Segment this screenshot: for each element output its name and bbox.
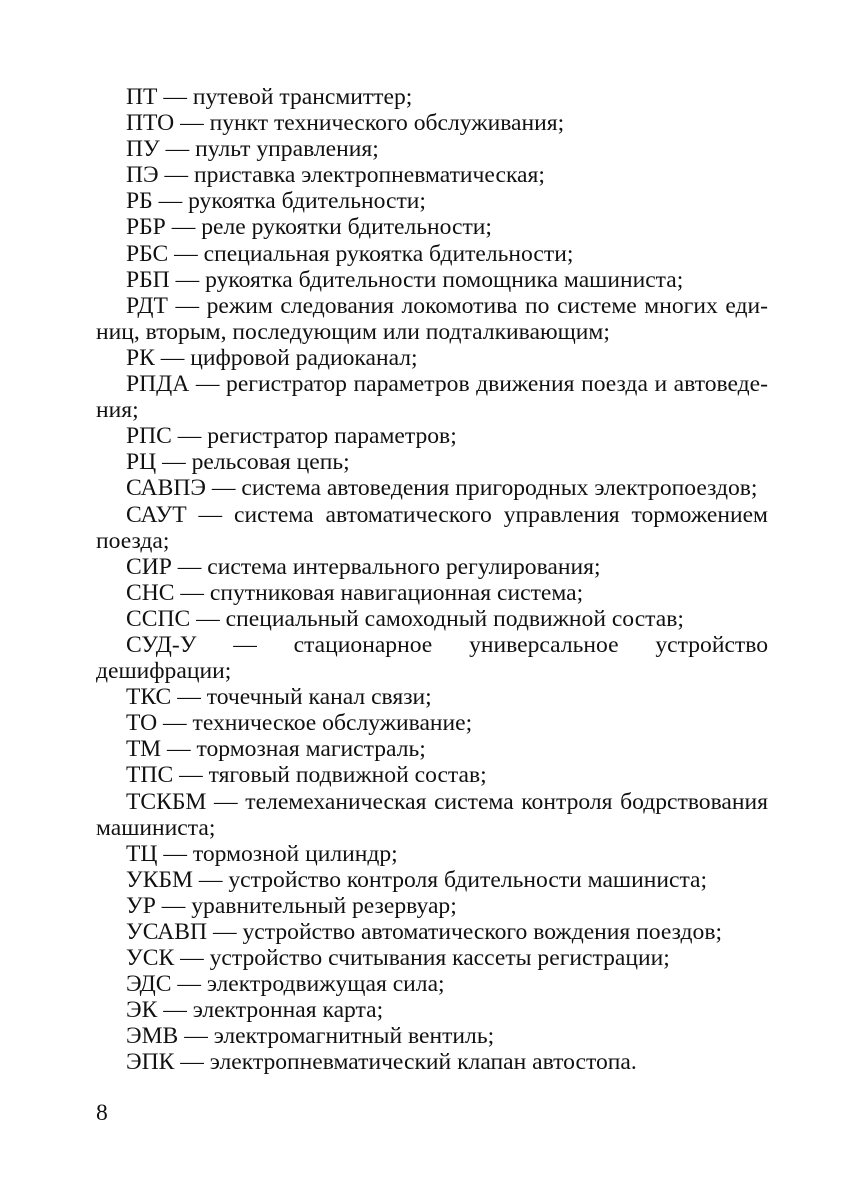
entry-separator: — [152,188,189,215]
entry-abbreviation: РК [126,344,155,371]
entry-separator: — [186,501,235,528]
list-item [96,997,768,1023]
entry-separator: — [155,892,192,919]
entry-definition: тяговый подвижной состав; [208,762,487,789]
entry-definition: регистратор параметров; [207,423,457,450]
entry-separator: — [189,371,227,398]
entry-abbreviation: СУД-У [126,631,197,658]
entry-separator: — [173,762,209,789]
entry-definition: специальная рукоятка бдительности; [203,240,574,267]
entry-separator: — [207,919,243,945]
entry-abbreviation: ТМ [126,736,162,763]
entry-abbreviation: ПУ [126,136,160,163]
entry-abbreviation: РБС [126,240,169,267]
entry-abbreviation: ЭК [126,997,158,1024]
list-item [96,1049,768,1075]
entry-separator: — [157,84,193,110]
entry-separator: — [157,997,193,1024]
entry-separator: — [168,240,204,267]
entry-abbreviation: РБР [126,214,166,241]
entry-abbreviation: ПТ [126,84,158,110]
list-item [96,1023,768,1049]
list-item [96,84,768,110]
entry-definition: техническое обслуживание; [192,710,473,737]
list-item [96,475,768,501]
list-item [96,293,768,345]
entry-definition: специальный самоходный подвижной состав; [225,605,684,632]
entry-abbreviation: УКБМ [126,866,193,893]
entry-definition: пункт технического обслуживания; [209,110,565,137]
entry-definition: стационарное универсальное устройство дешифрации; [96,631,769,685]
entry-abbreviation: ТПС [126,762,174,789]
entry-separator: — [157,840,193,867]
entry-separator: — [169,266,206,293]
list-item [96,110,768,136]
entry-separator: — [171,971,207,998]
entry-definition: тормозная магистраль; [196,736,426,763]
list-item [96,580,768,606]
entry-abbreviation: ЭМВ [126,1023,179,1050]
entry-abbreviation: УСК [126,945,175,972]
entry-separator: — [156,449,192,476]
entry-abbreviation: САУТ [126,501,187,528]
list-item [96,241,768,267]
list-item [96,345,768,371]
entry-separator: — [157,710,193,737]
list-item [96,945,768,971]
entry-definition: устройство автоматического вождения поездов; [242,919,723,945]
entry-definition: устройство считывания кассеты регистрации; [209,945,670,972]
entry-definition: спутниковая навигационная система; [209,579,584,606]
entry-abbreviation: УСАВП [126,919,208,945]
entry-abbreviation: САВПЭ [126,475,206,502]
entry-separator: — [167,292,207,319]
list-item [96,971,768,997]
entry-definition: электропневматический клапан автостопа. [209,1049,637,1076]
list-item [96,632,768,684]
list-item [96,136,768,162]
entry-definition: телемеханическая система контроля бодрствования машиниста; [96,788,769,841]
entry-abbreviation: РДТ [126,292,168,319]
entry-definition: система автоведения пригородных электропоездов; [241,475,758,502]
entry-separator: — [178,1023,214,1050]
entry-abbreviation: ТО [126,710,158,737]
list-item [96,554,768,580]
entry-definition: точечный канал связи; [206,684,432,711]
entry-definition: цифровой радиоканал; [190,344,418,371]
entry-abbreviation: ТКС [126,684,172,711]
list-item [96,423,768,449]
list-item [96,371,768,423]
entry-separator: — [174,945,210,972]
entry-abbreviation: ТЦ [126,840,158,867]
list-item [96,188,768,214]
entry-definition: приставка электропневматическая; [194,162,545,189]
entry-separator: — [171,684,207,711]
list-item [96,684,768,710]
entry-definition: путевой трансмиттер; [192,84,413,110]
list-item [96,867,768,893]
entry-separator: — [171,423,208,450]
entry-separator: — [171,553,208,580]
entry-definition: электромагнитный вентиль; [213,1023,495,1050]
entry-separator: — [192,866,229,893]
entry-abbreviation: ПТО [126,110,175,137]
entry-abbreviation: СНС [126,579,175,606]
list-item [96,736,768,762]
entry-definition: рельсовая цепь; [191,449,350,476]
list-item [96,789,768,841]
page-number: 8 [96,1100,108,1126]
entry-abbreviation: РПС [126,423,172,450]
entry-definition: система интервального регулирования; [207,553,601,580]
entry-separator: — [205,475,242,502]
entry-definition: электродвижущая сила; [206,971,445,998]
entry-abbreviation: ЭДС [126,971,172,998]
entry-abbreviation: РПДА [126,371,190,398]
list-item [96,162,768,188]
entry-separator: — [196,631,294,658]
entry-abbreviation: ССПС [126,605,191,632]
entry-definition: регистратор параметров движения поезда и автоведения; [96,371,768,424]
entry-separator: — [161,736,197,763]
entry-abbreviation: РБ [126,188,153,215]
entry-abbreviation: СИР [126,553,172,580]
list-item [96,841,768,867]
abbreviations-list [96,84,768,1076]
entry-definition: уравнительный резервуар; [191,892,457,919]
list-item [96,919,768,945]
entry-definition: устройство контроля бдительности машиниста; [228,866,708,893]
entry-separator: — [174,1049,210,1076]
entry-definition: рукоятка бдительности помощника машиниста; [205,266,684,293]
entry-definition: пульт управления; [195,136,379,163]
list-item [96,606,768,632]
entry-definition: система автоматического управления торможением поезда; [96,501,768,554]
list-item [96,710,768,736]
list-item [96,502,768,554]
entry-separator: — [159,136,196,163]
entry-abbreviation: РЦ [126,449,157,476]
entry-definition: рукоятка бдительности; [188,188,426,215]
list-item [96,214,768,240]
entry-definition: реле рукоятки бдительности; [201,214,492,241]
entry-abbreviation: ПЭ [126,162,159,189]
entry-definition: электронная карта; [192,997,384,1024]
entry-separator: — [165,214,202,241]
entry-definition: тормозной цилиндр; [192,840,398,867]
list-item [96,893,768,919]
entry-abbreviation: ЭПК [126,1049,175,1076]
entry-abbreviation: РБП [126,266,170,293]
entry-separator: — [174,110,210,137]
entry-abbreviation: ТСКБМ [126,788,207,815]
list-item [96,267,768,293]
entry-separator: — [190,605,226,632]
list-item [96,762,768,788]
entry-definition: режим следования локомотива по системе многих единиц, вторым, последующим или подталкивающим; [96,292,768,345]
entry-abbreviation: УР [126,892,156,919]
entry-separator: — [154,344,191,371]
entry-separator: — [174,579,210,606]
entry-separator: — [158,162,195,189]
list-item [96,449,768,475]
entry-separator: — [206,788,246,815]
